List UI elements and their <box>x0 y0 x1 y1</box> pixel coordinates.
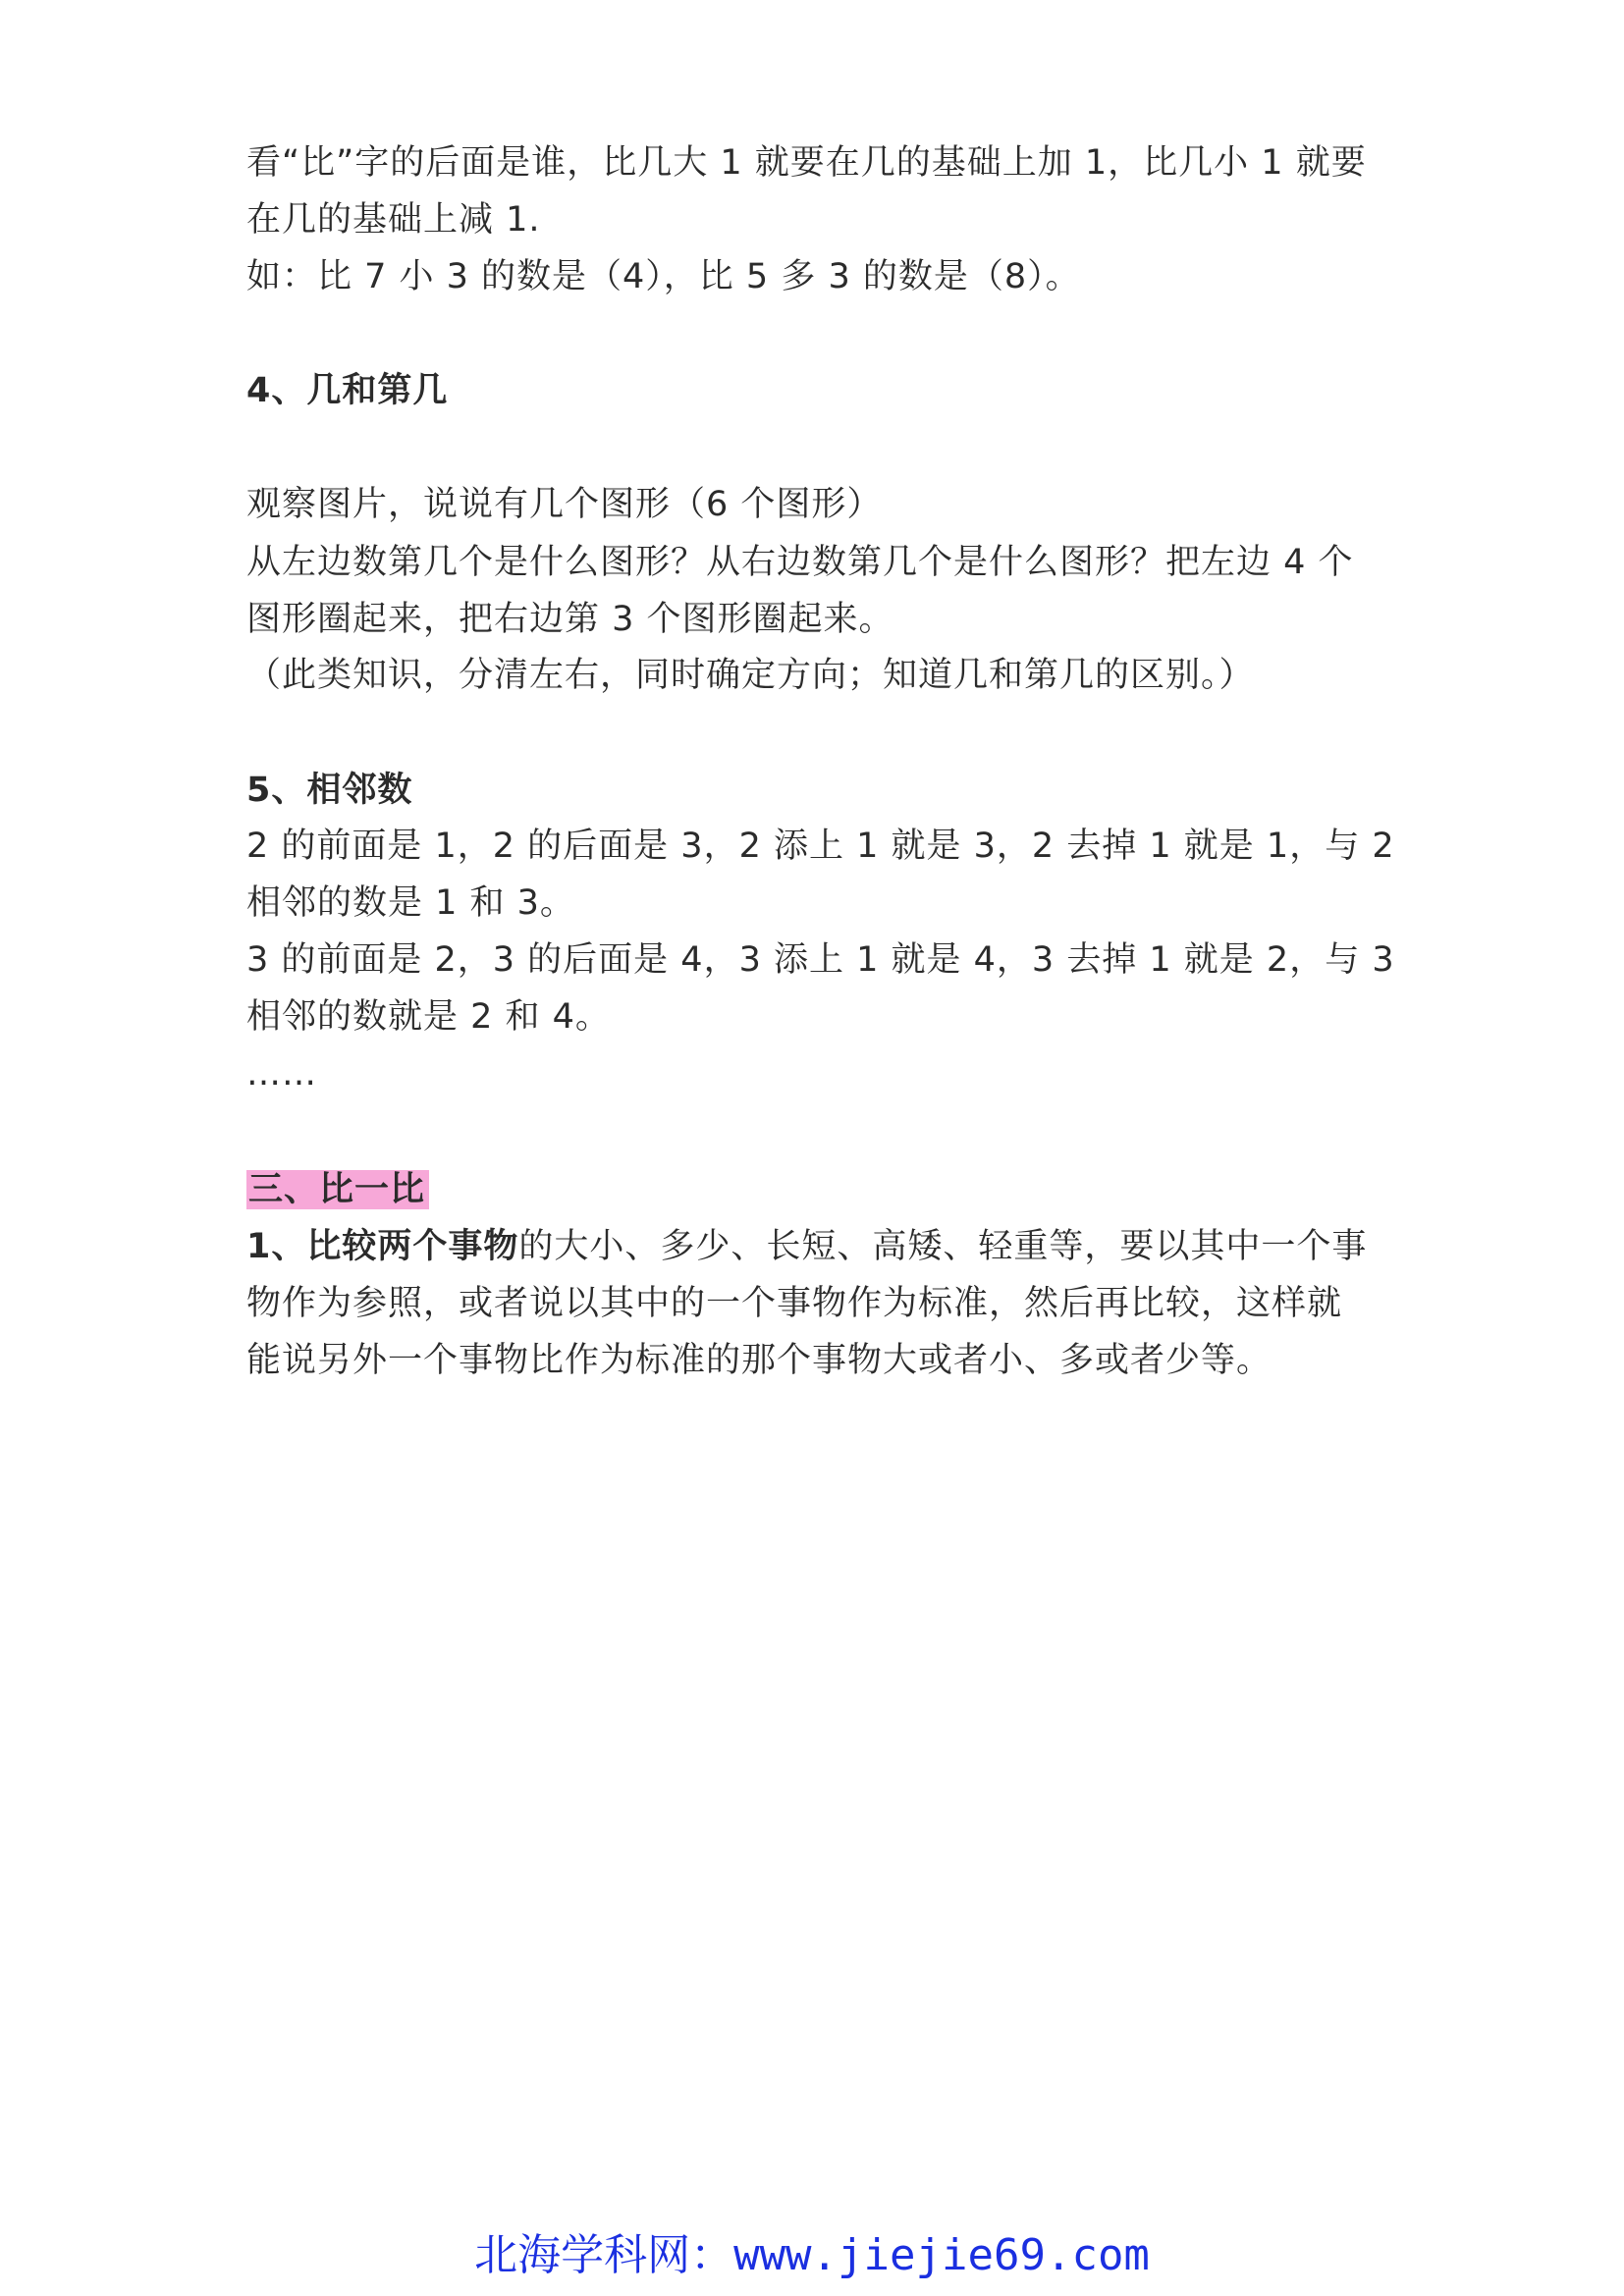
paragraph-line: （此类知识，分清左右，同时确定方向；知道几和第几的区别。） <box>246 656 1255 695</box>
paragraph-line: 3 的前面是 2，3 的后面是 4，3 添上 1 就是 4，3 去掉 1 就是 2，与 3 <box>246 940 1395 980</box>
paragraph-line: 看“比”字的后面是谁，比几大 1 就要在几的基础上加 1，比几小 1 就要 <box>246 143 1367 183</box>
footer-watermark <box>0 2228 1624 2283</box>
paragraph-line: 能说另外一个事物比作为标准的那个事物大或者小、多或者少等。 <box>246 1341 1272 1380</box>
paragraph-line: 相邻的数是 1 和 3。 <box>246 883 575 923</box>
paragraph-line <box>246 1223 1367 1270</box>
paragraph-line: 相邻的数就是 2 和 4。 <box>246 997 611 1037</box>
footer-label: 北海学科网： <box>474 2230 734 2280</box>
footer-url[interactable]: www.jiejie69.com <box>733 2230 1150 2280</box>
paragraph-line: 2 的前面是 1，2 的后面是 3，2 添上 1 就是 3，2 去掉 1 就是 1，与 2 <box>246 827 1395 866</box>
paragraph-line: 图形圈起来，把右边第 3 个图形圈起来。 <box>246 600 894 639</box>
paragraph-line: 如：比 7 小 3 的数是（4），比 5 多 3 的数是（8）。 <box>246 257 1081 296</box>
paragraph-line: 从左边数第几个是什么图形？从右边数第几个是什么图形？把左边 4 个 <box>246 543 1354 582</box>
chapter-heading <box>246 1166 429 1213</box>
paragraph-line: 在几的基础上减 1. <box>246 200 541 240</box>
section-heading: 5、相邻数 <box>246 771 413 810</box>
paragraph-lead-bold: 1、比较两个事物 <box>246 1227 519 1266</box>
ellipsis: …… <box>246 1054 317 1094</box>
section-heading: 4、几和第几 <box>246 371 449 410</box>
paragraph-lead-rest: 的大小、多少、长短、高矮、轻重等，要以其中一个事 <box>518 1227 1368 1266</box>
paragraph-line: 观察图片，说说有几个图形（6 个图形） <box>246 485 883 524</box>
chapter-heading-highlight: 三、比一比 <box>246 1170 429 1209</box>
paragraph-line: 物作为参照，或者说以其中的一个事物作为标准，然后再比较，这样就 <box>246 1284 1343 1323</box>
